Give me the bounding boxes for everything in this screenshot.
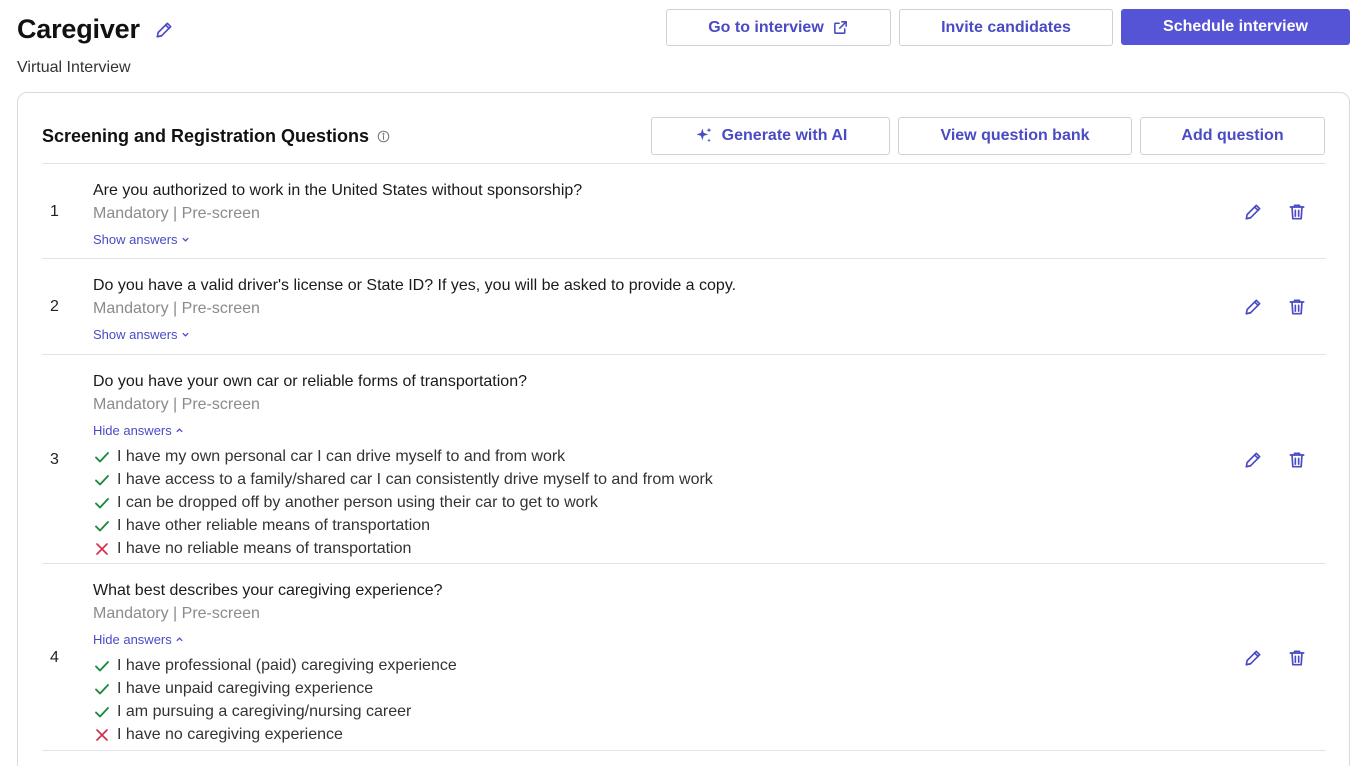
schedule-interview-label: Schedule interview [1163, 18, 1308, 35]
answer-item [93, 491, 713, 514]
question-number: 2 [50, 298, 59, 315]
answer-item [93, 723, 457, 746]
question-text: Do you have your own car or reliable forms of transportation? [93, 373, 527, 390]
answer-item [93, 445, 713, 468]
answer-item [93, 700, 457, 723]
x-icon [93, 541, 111, 557]
divider [42, 163, 1326, 164]
pencil-icon[interactable] [1242, 201, 1264, 223]
answer-item [93, 468, 713, 491]
answer-text: I have no reliable means of transportation [117, 539, 412, 557]
question-text: What best describes your caregiving experience? [93, 582, 443, 599]
invite-candidates-label: Invite candidates [941, 18, 1071, 36]
question-meta: Mandatory | Pre-screen [93, 605, 260, 622]
toggle-label: Show answers [93, 232, 178, 247]
toggle-label: Hide answers [93, 423, 172, 438]
chevron-up-icon [175, 635, 184, 644]
divider [42, 258, 1326, 259]
sparkle-icon [694, 126, 714, 146]
title-row [17, 14, 174, 45]
trash-icon[interactable] [1286, 449, 1308, 471]
pencil-icon[interactable] [1242, 296, 1264, 318]
check-icon [93, 518, 111, 534]
question-number: 4 [50, 649, 59, 666]
question-meta: Mandatory | Pre-screen [93, 300, 260, 317]
generate-with-ai-label: Generate with AI [721, 127, 848, 144]
go-to-interview-button[interactable] [666, 9, 891, 46]
check-icon [93, 472, 111, 488]
toggle-label: Hide answers [93, 632, 172, 647]
trash-icon[interactable] [1286, 647, 1308, 669]
answer-text: I have professional (paid) caregiving experience [117, 656, 457, 674]
section-title [42, 126, 390, 147]
questions-card [17, 92, 1350, 766]
answer-text: I have no caregiving experience [117, 725, 343, 743]
schedule-interview-button[interactable] [1121, 9, 1350, 45]
hide-answers-toggle[interactable] [93, 423, 184, 438]
answer-text: I have other reliable means of transportation [117, 516, 431, 534]
pencil-icon[interactable] [1242, 647, 1264, 669]
hide-answers-toggle[interactable] [93, 632, 184, 647]
answer-text: I have access to a family/shared car I can consistently drive myself to and from work [117, 470, 713, 488]
question-row [42, 373, 1326, 558]
show-answers-toggle[interactable] [93, 327, 190, 342]
answer-list [93, 445, 713, 560]
pencil-icon[interactable] [154, 20, 174, 40]
answer-item [93, 514, 713, 537]
x-icon [93, 727, 111, 743]
check-icon [93, 495, 111, 511]
check-icon [93, 704, 111, 720]
question-meta: Mandatory | Pre-screen [93, 205, 260, 222]
answer-text: I have my own personal car I can drive myself to and from work [117, 447, 566, 465]
question-text: Are you authorized to work in the United States without sponsorship? [93, 182, 583, 199]
chevron-down-icon [181, 235, 190, 244]
add-question-label: Add question [1181, 127, 1284, 144]
answer-item [93, 537, 713, 560]
pencil-icon[interactable] [1242, 449, 1264, 471]
check-icon [93, 681, 111, 697]
check-icon [93, 449, 111, 465]
page-subtitle: Virtual Interview [17, 59, 131, 76]
question-row [42, 182, 1326, 252]
trash-icon[interactable] [1286, 296, 1308, 318]
go-to-interview-label: Go to interview [708, 18, 824, 36]
external-link-icon [832, 19, 849, 36]
view-question-bank-label: View question bank [940, 127, 1090, 144]
show-answers-toggle[interactable] [93, 232, 190, 247]
check-icon [93, 658, 111, 674]
add-question-button[interactable] [1140, 117, 1325, 155]
answer-text: I have unpaid caregiving experience [117, 679, 374, 697]
answer-text: I am pursuing a caregiving/nursing career [117, 702, 412, 720]
page-title: Caregiver [17, 14, 140, 44]
answer-text: I can be dropped off by another person using their car to get to work [117, 493, 598, 511]
chevron-up-icon [175, 426, 184, 435]
view-question-bank-button[interactable] [898, 117, 1132, 155]
section-title-text: Screening and Registration Questions [42, 126, 370, 146]
question-number: 1 [50, 203, 59, 220]
chevron-down-icon [181, 330, 190, 339]
info-icon[interactable] [377, 130, 390, 143]
divider [42, 563, 1326, 564]
answer-item [93, 677, 457, 700]
question-meta: Mandatory | Pre-screen [93, 396, 260, 413]
question-number: 3 [50, 451, 59, 468]
invite-candidates-button[interactable] [899, 9, 1113, 46]
trash-icon[interactable] [1286, 201, 1308, 223]
generate-with-ai-button[interactable] [651, 117, 890, 155]
question-text: Do you have a valid driver's license or State ID? If yes, you will be asked to provide a copy. [93, 277, 737, 294]
divider [42, 750, 1326, 751]
question-row [42, 582, 1326, 747]
answer-list [93, 654, 457, 746]
toggle-label: Show answers [93, 327, 178, 342]
answer-item [93, 654, 457, 677]
divider [42, 354, 1326, 355]
question-row [42, 277, 1326, 347]
